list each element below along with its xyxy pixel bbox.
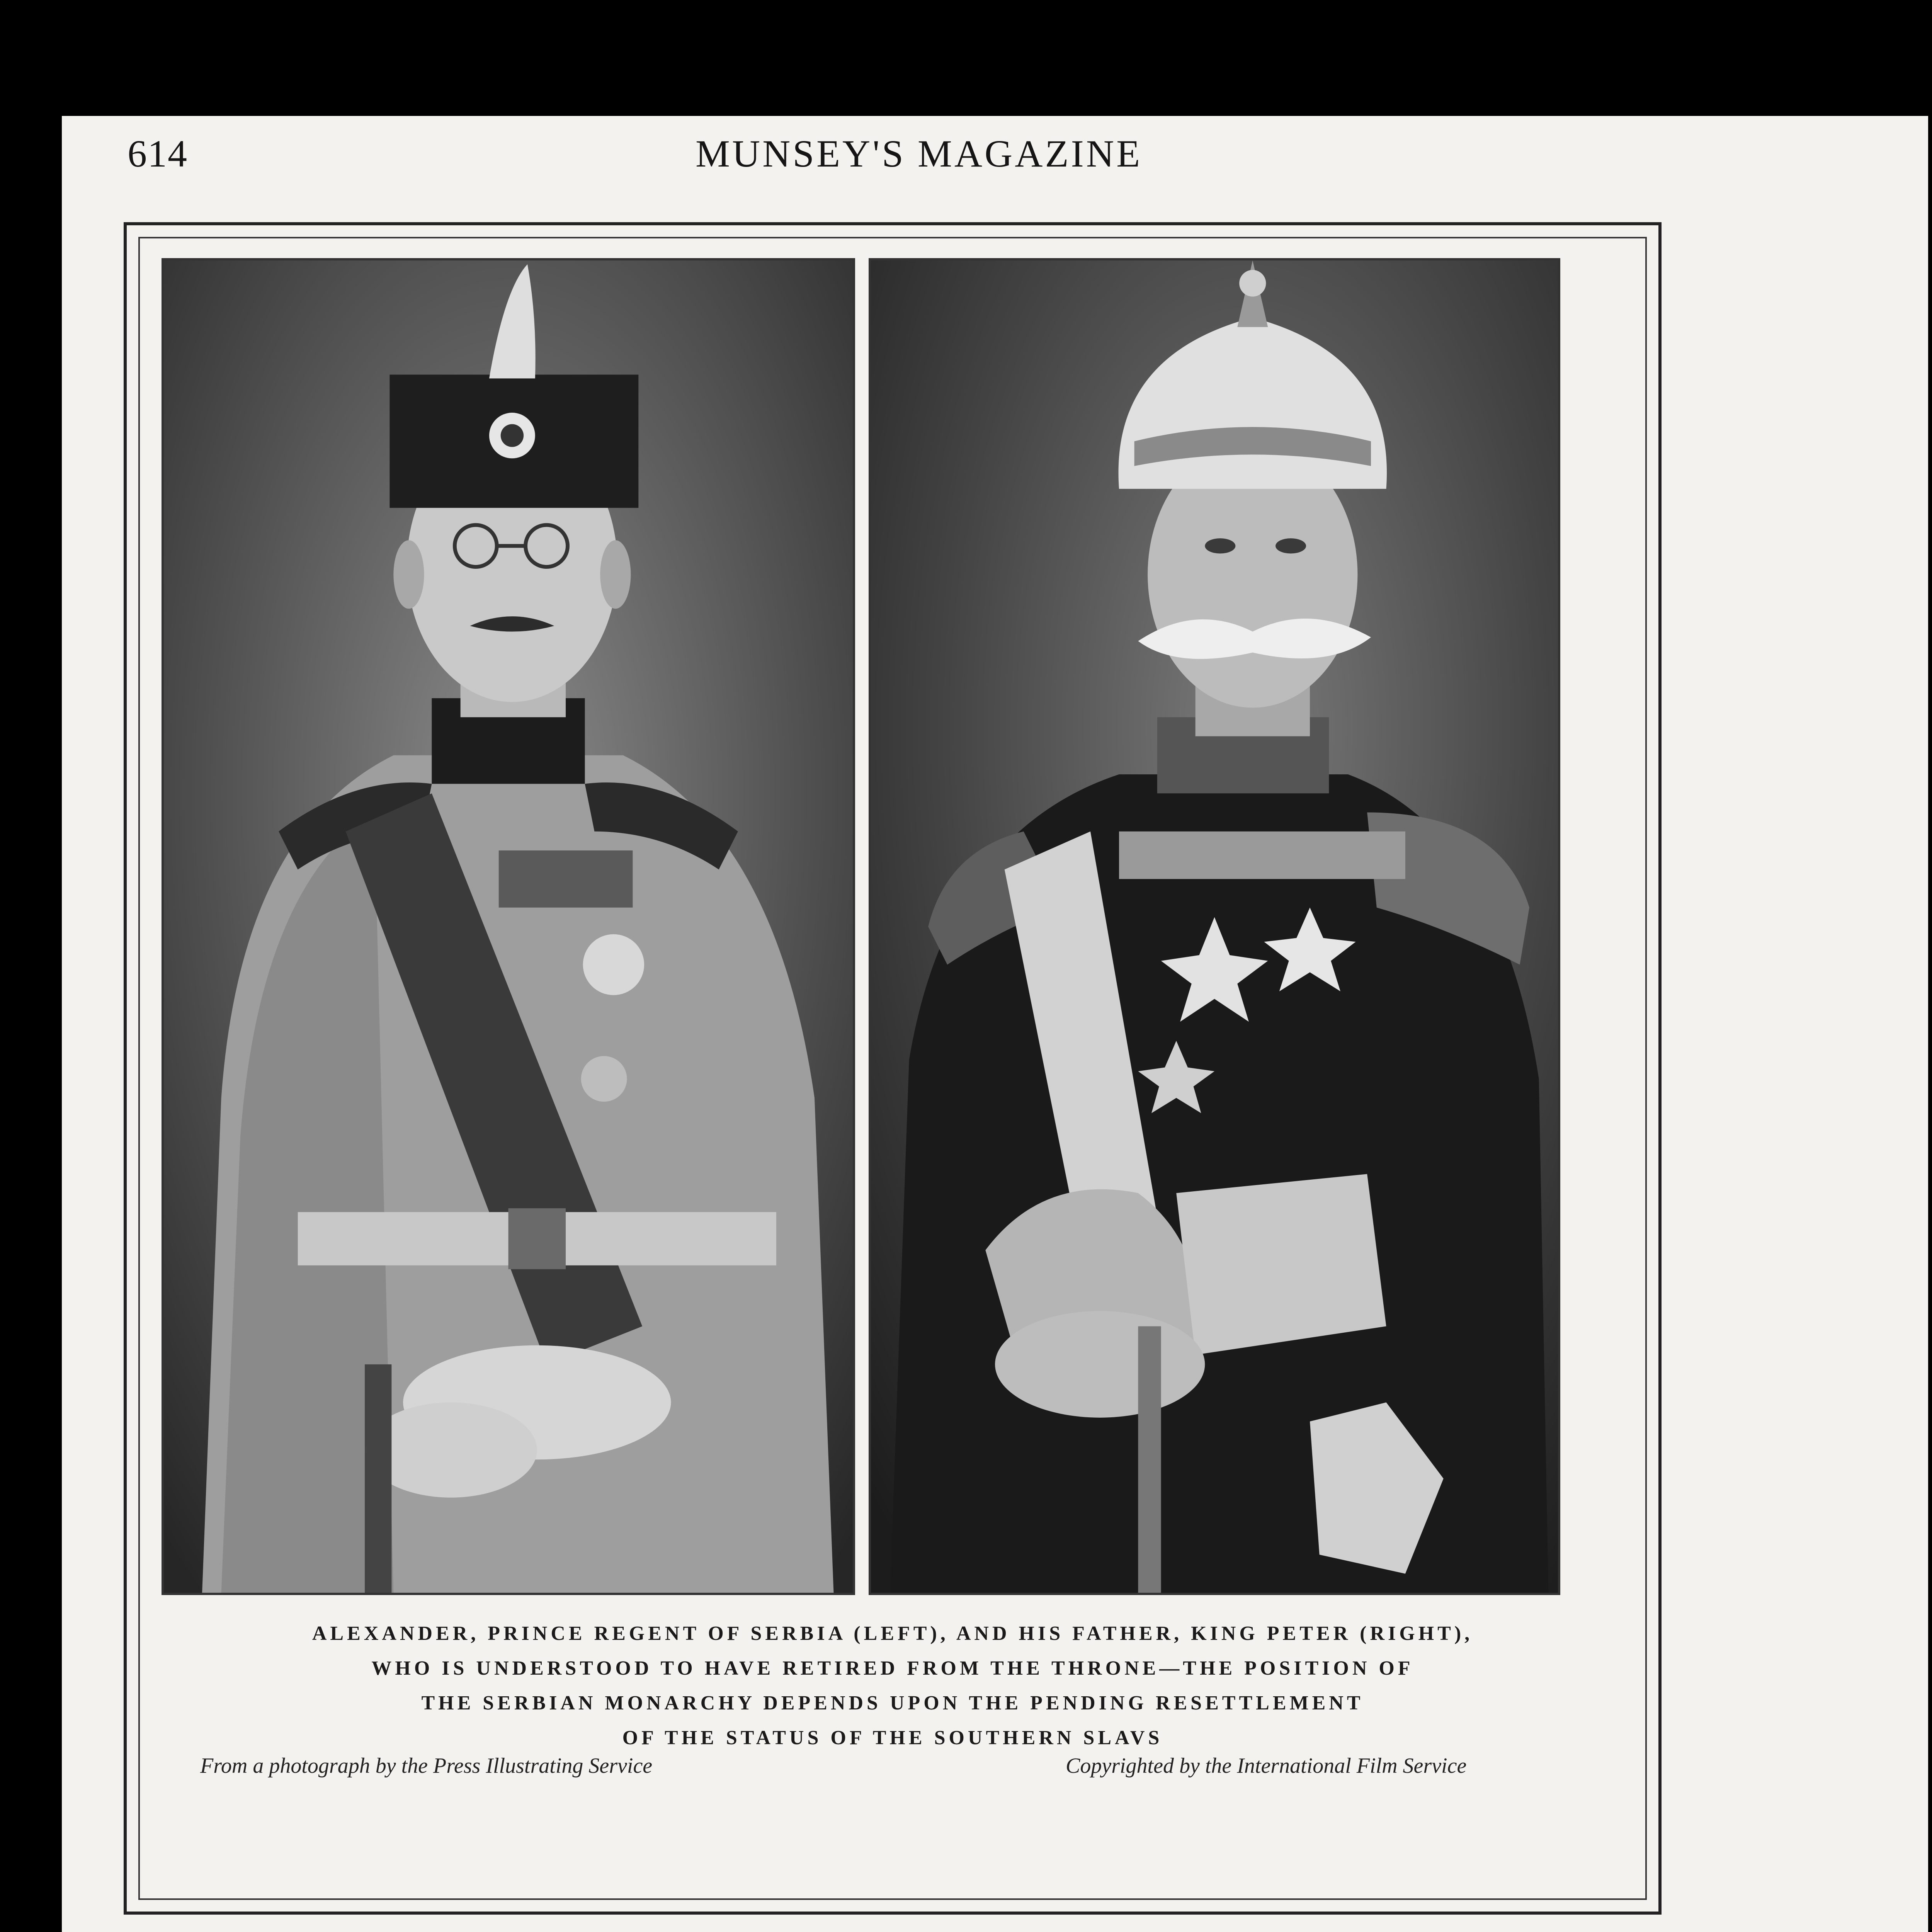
photo-credit-right: Copyrighted by the International Film Service: [1066, 1754, 1467, 1778]
photo-figure: [124, 222, 1662, 1915]
running-title: MUNSEY'S MAGAZINE: [696, 132, 1143, 175]
facing-page-edge: [1928, 116, 1932, 1932]
caption-line: OF THE STATUS OF THE SOUTHERN SLAVS: [622, 1727, 1163, 1749]
caption-line: ALEXANDER, PRINCE REGENT OF SERBIA (LEFT), AND HIS FATHER, KING PETER (RIGHT),: [312, 1622, 1473, 1645]
portrait-king-peter: [869, 258, 1560, 1595]
caption-line: THE SERBIAN MONARCHY DEPENDS UPON THE PENDING RESETTLEMENT: [421, 1692, 1364, 1714]
portrait-prince-alexander: [162, 258, 855, 1595]
figure-caption: [127, 1616, 1658, 1755]
caption-line: WHO IS UNDERSTOOD TO HAVE RETIRED FROM THE THRONE—THE POSITION OF: [371, 1657, 1414, 1679]
photo-credit-left: From a photograph by the Press Illustrating Service: [200, 1754, 653, 1778]
page-number: 614: [128, 132, 188, 175]
